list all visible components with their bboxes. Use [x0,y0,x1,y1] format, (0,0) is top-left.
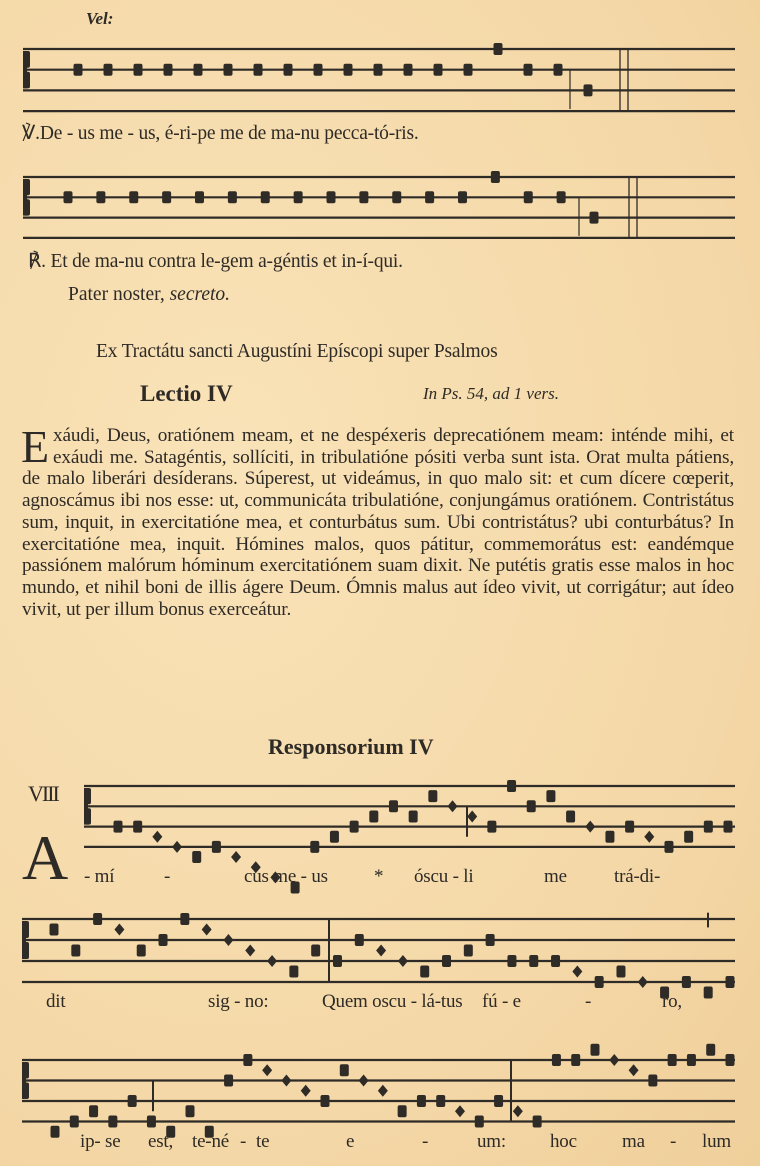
neume-rhombus [245,945,255,957]
lyric-syllable: ip- se [80,1131,121,1152]
neume-punctum [192,851,201,863]
neume-punctum [224,64,233,76]
lyric-syllable: ro, [662,991,682,1012]
neume-punctum [321,1095,330,1107]
initial-letter: A [22,822,69,893]
neume-punctum [74,64,83,76]
c-clef-stem [23,179,27,216]
lyric-syllable: - [422,1131,429,1152]
neume-punctum [684,831,693,843]
neume-punctum [524,191,533,203]
lyric-syllable: - [585,991,592,1012]
lyric-syllable: e [346,1131,355,1152]
response-symbol: ℟. [28,251,46,272]
neume-punctum [389,800,398,812]
versicle-symbol: ℣. [22,123,40,144]
neume-punctum [571,1054,580,1066]
lyric-syllable: te [256,1131,270,1152]
responsorium-title: Responsorium IV [268,734,434,759]
neume-punctum [128,1095,137,1107]
neume-punctum [398,1105,407,1117]
neume-punctum [491,171,500,183]
neume-punctum [458,191,467,203]
neume-punctum [261,191,270,203]
neume-punctum [726,976,735,988]
neume-punctum [554,64,563,76]
lyric-syllable: - [240,1131,247,1152]
lyric-syllable: ma [622,1131,645,1152]
neume-rhombus [172,841,182,853]
lyric-syllable: - [164,866,171,887]
lectio-reference: In Ps. 54, ad 1 vers. [423,384,559,403]
neume-punctum [529,955,538,967]
neume-punctum [147,1116,156,1128]
neume-punctum [228,191,237,203]
neume-rhombus [231,851,241,863]
neume-punctum [668,1054,677,1066]
lyrics-line-1 [84,866,734,890]
lyric-syllable: Quem oscu - lá-tus [322,991,463,1012]
neume-rhombus [378,1085,388,1097]
neume-punctum [566,810,575,822]
response-line [28,249,403,273]
neume-punctum [311,945,320,957]
pater-noster-text: Pater noster, [68,284,165,305]
lyric-syllable: trá-di- [614,866,661,887]
neume-rhombus [398,955,408,967]
neume-rhombus [114,924,124,936]
neume-punctum [333,955,342,967]
neume-punctum [134,64,143,76]
neume-rhombus [301,1085,311,1097]
neume-punctum [687,1054,696,1066]
neume-punctum [494,1095,503,1107]
neume-punctum [404,64,413,76]
neume-punctum [557,191,566,203]
neume-punctum [254,64,263,76]
neume-rhombus [513,1105,523,1117]
neume-punctum [434,64,443,76]
neume-punctum [487,821,496,833]
lyric-syllable: óscu - li [414,866,474,887]
c-clef-stem [22,1062,26,1099]
neume-punctum [527,800,536,812]
neume-punctum [464,64,473,76]
neume-punctum [133,821,142,833]
versicle-line [22,121,419,145]
neume-punctum [648,1075,657,1087]
neume-punctum [159,934,168,946]
neume-punctum [359,191,368,203]
neume-punctum [243,1054,252,1066]
vel-label: Vel: [86,9,114,28]
pater-noster-secreto: secreto. [169,284,231,305]
neume-punctum [616,966,625,978]
lyric-syllable: hoc [550,1131,577,1152]
neume-punctum [93,913,102,925]
neume-punctum [340,1064,349,1076]
neume-punctum [369,810,378,822]
lyric-syllable: te-né [192,1131,229,1152]
neume-rhombus [262,1064,272,1076]
lyric-syllable: * [374,866,384,887]
neume-punctum [726,1054,735,1066]
neume-punctum [164,64,173,76]
neume-punctum [355,934,364,946]
neume-punctum [114,821,123,833]
c-clef-stem [22,921,26,959]
neume-punctum [104,64,113,76]
neume-rhombus [638,976,648,988]
neume-punctum [212,841,221,853]
chant-staff-responsorium-1 [0,770,760,880]
neume-punctum [70,1116,79,1128]
neume-rhombus [376,945,386,957]
neume-rhombus [455,1105,465,1117]
lyrics-line-3 [22,1131,734,1155]
neume-punctum [374,64,383,76]
neume-punctum [344,64,353,76]
neume-punctum [195,191,204,203]
neume-punctum [50,924,59,936]
lyric-syllable: lum [702,1131,731,1152]
neume-punctum [310,841,319,853]
lyric-syllable: est, [148,1131,174,1152]
mode-indicator: VIII [28,781,58,806]
neume-punctum [314,64,323,76]
pater-noster [68,284,230,306]
neume-rhombus [644,831,654,843]
neume-punctum [724,821,733,833]
neume-punctum [664,841,673,853]
neume-punctum [591,1044,600,1056]
neume-rhombus [359,1075,369,1087]
neume-punctum [186,1105,195,1117]
neume-punctum [552,1054,561,1066]
neume-punctum [436,1095,445,1107]
lyric-syllable: - mí [84,866,115,887]
neume-punctum [704,821,713,833]
response-text: Et de ma-nu contra le-gem a-géntis et in-í-qui. [50,251,403,272]
neume-punctum [507,955,516,967]
neume-rhombus [467,810,477,822]
neume-punctum [71,945,80,957]
neume-rhombus [585,821,595,833]
neume-punctum [162,191,171,203]
versicle-text: De - us me - us, é-ri-pe me de ma-nu pecca-tó-ris. [39,123,419,144]
neume-punctum [524,64,533,76]
neume-punctum [194,64,203,76]
neume-punctum [706,1044,715,1056]
neume-rhombus [223,934,233,946]
neume-punctum [428,790,437,802]
lyric-syllable: - [670,1131,677,1152]
neume-punctum [475,1116,484,1128]
lyrics-line-2 [22,991,734,1015]
lectio-body [21,421,734,620]
neume-punctum [486,934,495,946]
neume-rhombus [629,1064,639,1076]
neume-punctum [350,821,359,833]
neume-rhombus [609,1054,619,1066]
lyric-syllable: fú - e [482,991,521,1012]
neume-rhombus [281,1075,291,1087]
lectio-dropcap: E [21,421,49,472]
neume-punctum [224,1075,233,1087]
neume-punctum [409,810,418,822]
neume-rhombus [267,955,277,967]
neume-punctum [284,64,293,76]
neume-punctum [507,780,516,792]
neume-rhombus [572,966,582,978]
c-clef-stem [84,788,88,825]
neume-punctum [417,1095,426,1107]
neume-punctum [137,945,146,957]
neume-punctum [625,821,634,833]
neume-punctum [425,191,434,203]
neume-punctum [330,831,339,843]
neume-punctum [605,831,614,843]
neume-punctum [89,1105,98,1117]
neume-punctum [327,191,336,203]
lectio-title: Lectio IV [140,381,233,406]
lyric-syllable: um: [477,1131,506,1152]
neume-punctum [682,976,691,988]
neume-punctum [180,913,189,925]
neume-rhombus [202,924,212,936]
lyric-syllable: sig - no: [208,991,269,1012]
neume-punctum [551,955,560,967]
neume-punctum [420,966,429,978]
source-heading: Ex Tractátu sancti Augustíni Epíscopi super Psalmos [96,341,498,362]
neume-punctum [64,191,73,203]
neume-rhombus [448,800,458,812]
neume-punctum [533,1116,542,1128]
c-clef-stem [23,51,27,88]
neume-punctum [590,212,599,224]
neume-punctum [289,966,298,978]
neume-punctum [129,191,138,203]
lectio-text: xáudi, Deus, oratiónem meam, et ne despéxeris deprecatiónem meam: inténde mihi, et exáudi me. Satagéntis, sollíciti, in tribulatióne pósiti verba sunt ista. Orat multa pátiens, de malo liberári desíderans. Súperest, ut videámus, in quo malo sit: et cum dícere cœperit, agnoscámus ibi nos esse: ut, communicáta tribulatióne, conjungámus oratiónem. Contristátus sum, inquit, in exercitatióne mea, et conturbátus sum. Ubi contristátus? ubi conturbátus? In exercitatióne mea, inquit. Hómines malos, quos pátitur, commemorátus est: eandémque passiónem malórum hóminum exercitatiónem suam dixit. Ne putétis gratis esse malos in hoc mundo, et nihil boni de illis ágere Deum. Ómnis malus aut ídeo vivit, ut corrigátur; aut ídeo vivit, ut per illum bonus exerceátur. [22,425,734,620]
neume-punctum [546,790,555,802]
neume-punctum [464,945,473,957]
neume-punctum [392,191,401,203]
lyric-syllable: me [544,866,567,887]
neume-punctum [442,955,451,967]
lyric-syllable: dit [46,991,66,1012]
neume-punctum [294,191,303,203]
neume-punctum [108,1116,117,1128]
neume-rhombus [152,831,162,843]
neume-punctum [96,191,105,203]
lyric-syllable: cus me - us [244,866,328,887]
neume-punctum [595,976,604,988]
neume-punctum [494,43,503,55]
neume-punctum [584,84,593,96]
